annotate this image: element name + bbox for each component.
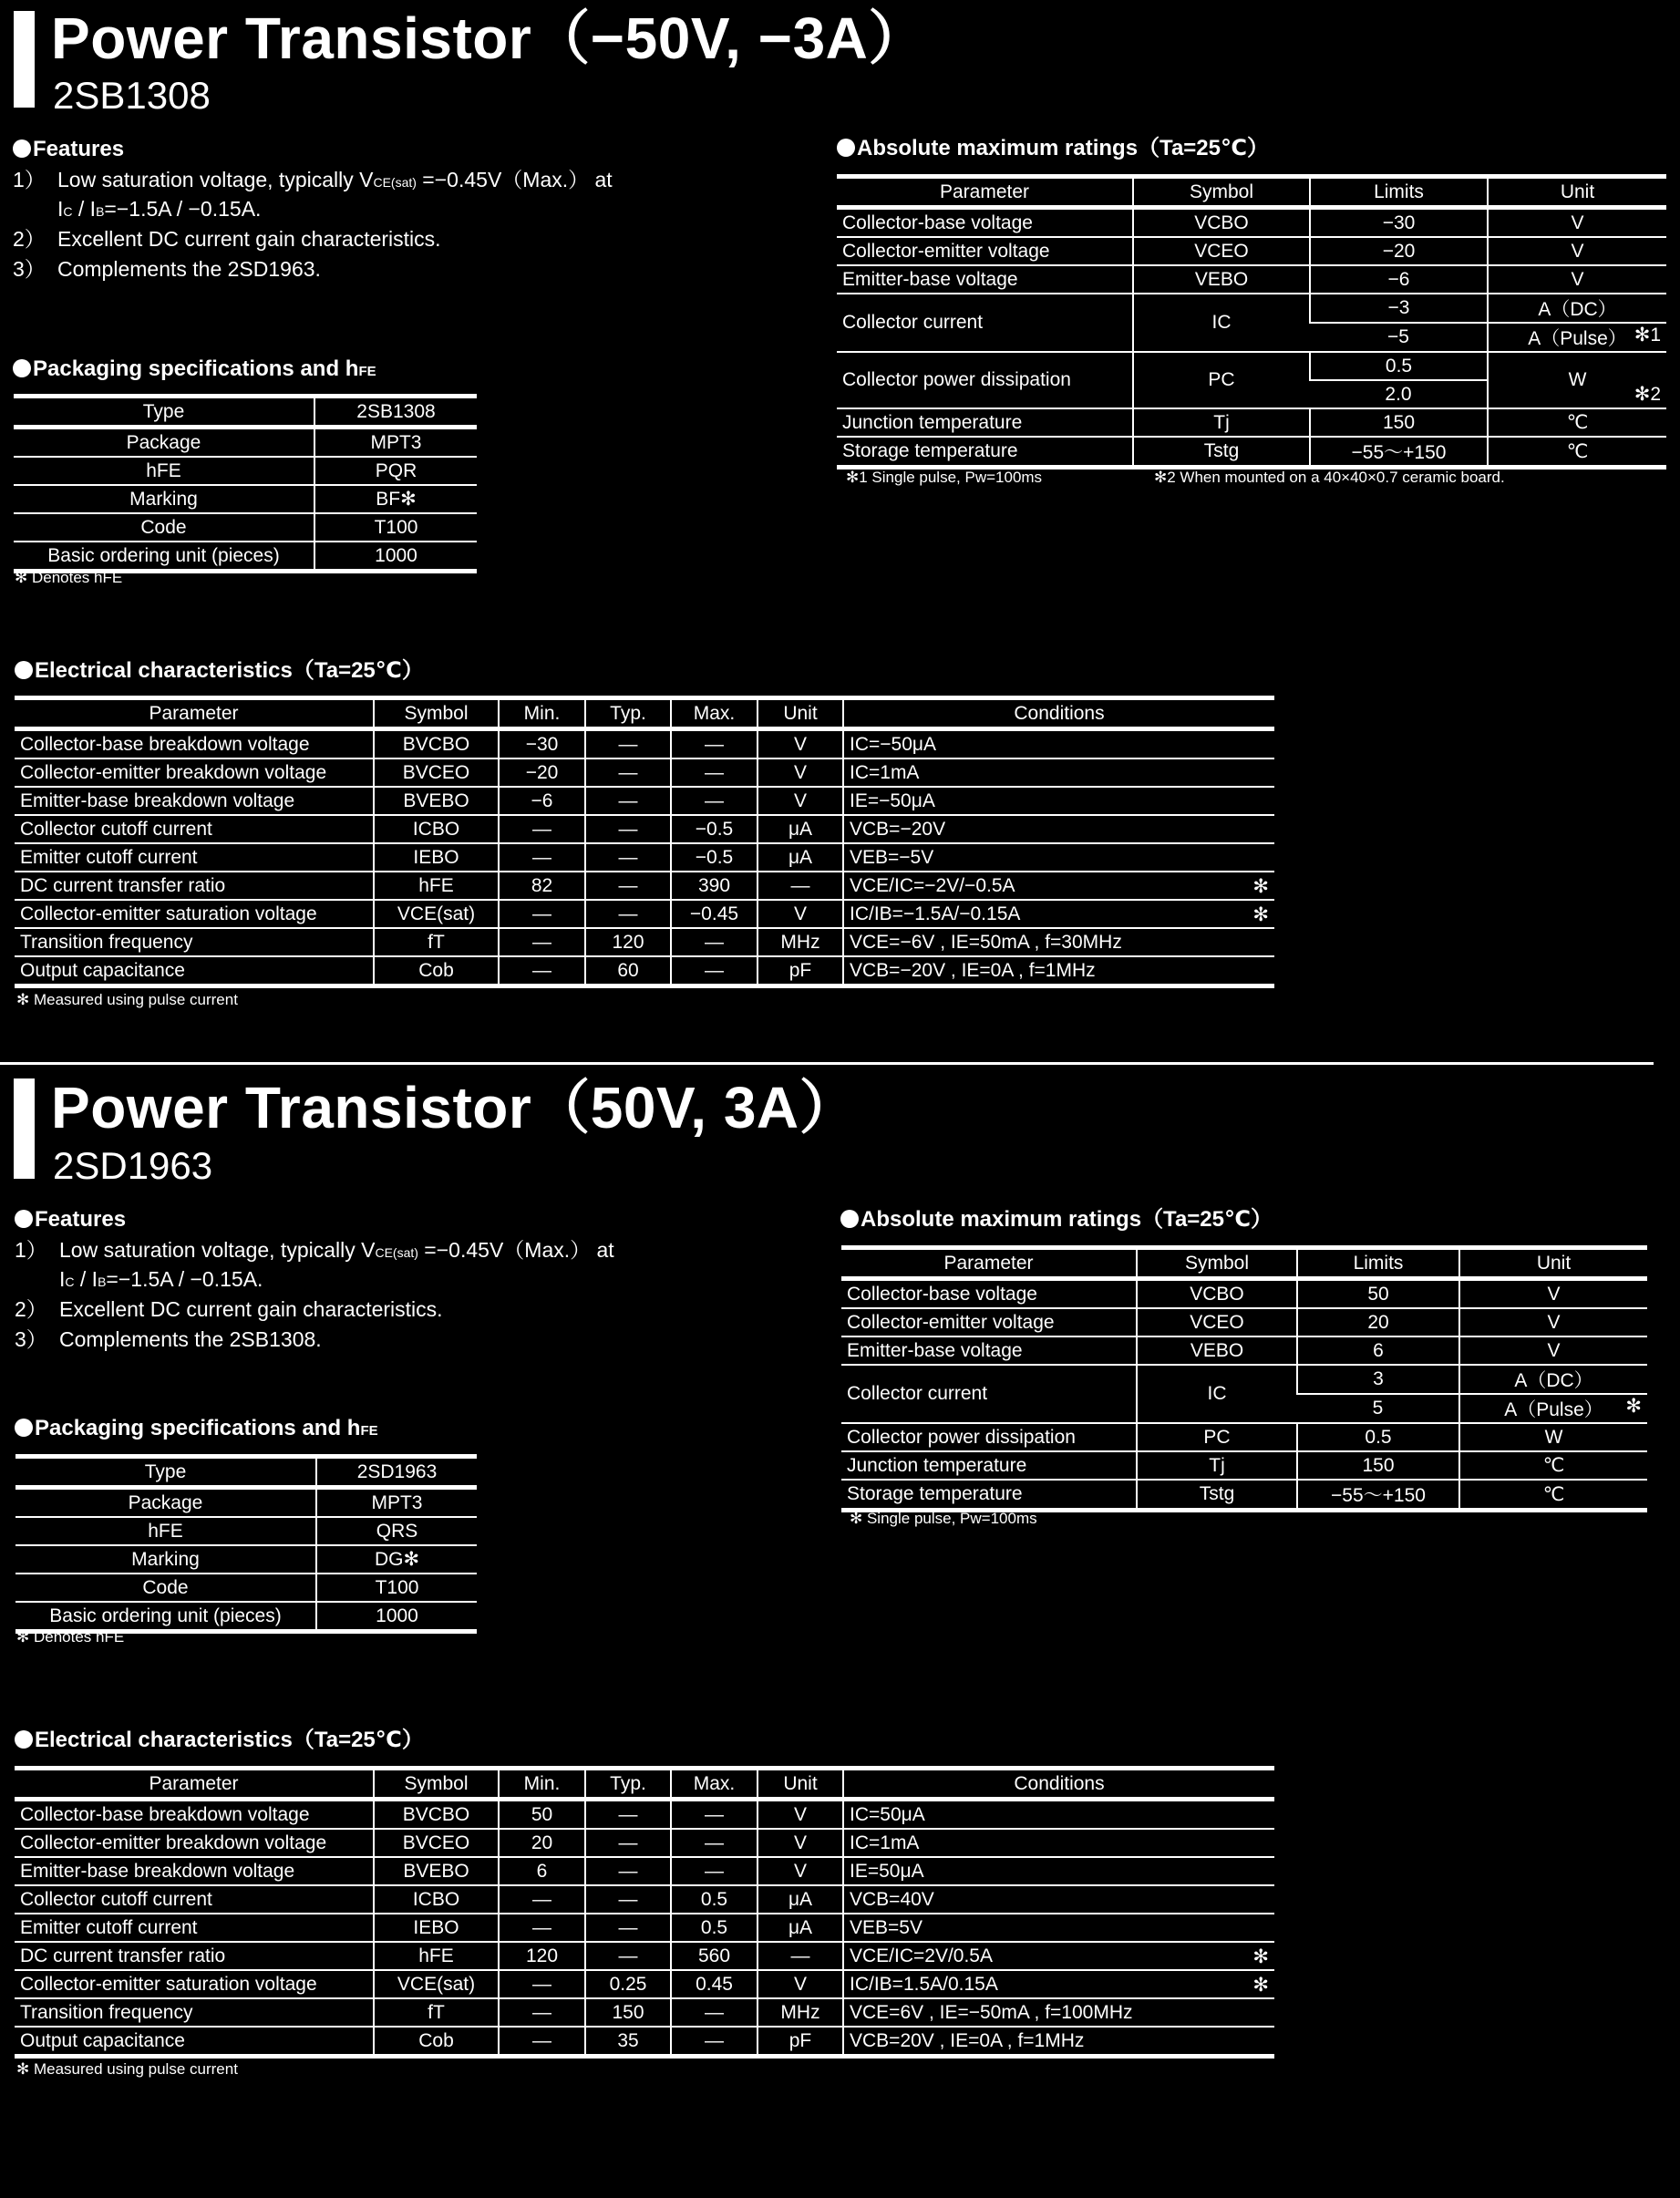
table-row: Output capacitance Cob — 60 — pF VCB=−20V , IE=0A , f=1MHz: [15, 956, 1274, 986]
page-title: Power Transistor（50V, 3A）: [51, 1075, 859, 1140]
table-row: Output capacitance Cob — 35 — pF VCB=20V , IE=0A , f=1MHz: [15, 2027, 1274, 2057]
table-row: DC current transfer ratio hFE 120 — 560 — VCE/IC=2V/0.5A ✻: [15, 1942, 1274, 1970]
table-row: Code T100: [15, 1574, 477, 1602]
packaging-table: [15, 1454, 477, 1634]
table-header-row: Parameter Symbol Min. Typ. Max. Unit Conditions: [15, 1769, 1274, 1800]
packaging-heading: Packaging specifications and hFE: [13, 356, 376, 385]
table-row: Transition frequency fT — 120 — MHz VCE=−6V , IE=50mA , f=30MHz: [15, 928, 1274, 956]
bullet-icon: [15, 1210, 33, 1228]
feature-item: IC / IB=−1.5A / −0.15A.: [59, 1267, 263, 1291]
title-bar-decoration: [14, 1078, 35, 1179]
abs-max-footnote-2: ✻2 When mounted on a 40×40×0.7 ceramic board.: [1154, 469, 1505, 486]
feature-item: 1） Low saturation voltage, typically VCE(sat) =−0.45V（Max.） at: [13, 168, 613, 191]
bullet-icon: [15, 1730, 33, 1749]
abs-max-footnote-1: ✻ Single pulse, Pw=100ms: [850, 1510, 1037, 1527]
table-row: Emitter-base breakdown voltage BVEBO 6 — — V IE=50μA: [15, 1857, 1274, 1885]
table-row: Collector-base voltage VCBO −30 V: [837, 208, 1666, 238]
table-header-row: Parameter Symbol Min. Typ. Max. Unit Conditions: [15, 698, 1274, 729]
electrical-table: [15, 696, 1274, 988]
page-title: Power Transistor（−50V, −3A）: [51, 5, 927, 71]
abs-max-table: [837, 174, 1666, 470]
table-row: 5 A（Pulse） ✻: [841, 1394, 1647, 1423]
table-row: Storage temperature Tstg −55～+150 ℃: [841, 1480, 1647, 1511]
electrical-table: [15, 1766, 1274, 2059]
table-row: DC current transfer ratio hFE 82 — 390 — VCE/IC=−2V/−0.5A ✻: [15, 872, 1274, 900]
feature-item: 2） Excellent DC current gain characteristics.: [15, 1297, 443, 1321]
table-row: Emitter cutoff current IEBO — — −0.5 μA VEB=−5V: [15, 843, 1274, 872]
table-row: Marking DG✻: [15, 1545, 477, 1574]
table-row: hFE QRS: [15, 1517, 477, 1545]
table-row: Collector-base breakdown voltage BVCBO −30 — — V IC=−50μA: [15, 729, 1274, 759]
bullet-icon: [840, 1210, 859, 1228]
table-row: Code T100: [14, 513, 477, 542]
table-row: 2.0: [837, 380, 1666, 408]
feature-item: 3） Complements the 2SB1308.: [15, 1327, 322, 1351]
table-row: Basic ordering unit (pieces) 1000: [15, 1602, 477, 1632]
table-row: Basic ordering unit (pieces) 1000: [14, 542, 477, 572]
features-heading: Features: [13, 137, 124, 162]
table-row: Collector-emitter breakdown voltage BVCEO 20 — — V IC=1mA: [15, 1829, 1274, 1857]
features-heading: Features: [15, 1207, 126, 1233]
table-row: Junction temperature Tj 150 ℃: [841, 1451, 1647, 1480]
electrical-note: ✻ Measured using pulse current: [16, 991, 238, 1008]
table-row: Emitter cutoff current IEBO — — 0.5 μA VEB=5V: [15, 1914, 1274, 1942]
table-header-row: Type 2SB1308: [14, 397, 477, 428]
section-divider: [0, 1062, 1654, 1065]
table-row: Junction temperature Tj 150 ℃: [837, 408, 1666, 437]
feature-item: 2） Excellent DC current gain characteristics.: [13, 227, 441, 251]
table-row: Collector-base voltage VCBO 50 V: [841, 1279, 1647, 1309]
packaging-heading: Packaging specifications and hFE: [15, 1416, 378, 1444]
electrical-note: ✻ Measured using pulse current: [16, 2060, 238, 2078]
feature-item: 3） Complements the 2SD1963.: [13, 257, 321, 281]
part-number: 2SB1308: [53, 74, 211, 117]
table-header-row: Parameter Symbol Limits Unit: [837, 177, 1666, 208]
table-header-row: Parameter Symbol Limits Unit: [841, 1248, 1647, 1279]
table-row: Collector current IC 3 A（DC）: [841, 1365, 1647, 1394]
table-row: Transition frequency fT — 150 — MHz VCE=6V , IE=−50mA , f=100MHz: [15, 1998, 1274, 2027]
table-row: Emitter-base voltage VEBO 6 V: [841, 1336, 1647, 1365]
table-row: Storage temperature Tstg −55～+150 ℃: [837, 437, 1666, 468]
table-row: Collector cutoff current ICBO — — 0.5 μA VCB=40V: [15, 1885, 1274, 1914]
bullet-icon: [15, 661, 33, 679]
abs-max-heading: Absolute maximum ratings（Ta=25℃）: [837, 136, 1269, 161]
footnote-marker: ✻1: [1634, 325, 1661, 346]
bullet-icon: [837, 139, 855, 157]
packaging-table: [14, 394, 477, 573]
feature-item: IC / IB=−1.5A / −0.15A.: [57, 197, 262, 221]
table-header-row: Type 2SD1963: [15, 1457, 477, 1488]
table-row: Marking BF✻: [14, 485, 477, 513]
table-row: Collector-base breakdown voltage BVCBO 50 — — V IC=50μA: [15, 1800, 1274, 1830]
table-row: Package MPT3: [15, 1488, 477, 1518]
table-row: Collector cutoff current ICBO — — −0.5 μA VCB=−20V: [15, 815, 1274, 843]
packaging-note: ✻ Denotes hFE: [16, 1628, 125, 1646]
abs-max-table: [841, 1245, 1647, 1512]
table-row: hFE PQR: [14, 457, 477, 485]
feature-item: 1） Low saturation voltage, typically VCE(sat) =−0.45V（Max.） at: [15, 1238, 614, 1262]
table-row: −5 A（Pulse） ✻1: [837, 323, 1666, 352]
bullet-icon: [13, 359, 31, 377]
table-row: Collector-emitter voltage VCEO 20 V: [841, 1308, 1647, 1336]
electrical-heading: Electrical characteristics（Ta=25℃）: [15, 1728, 424, 1753]
table-row: Collector power dissipation PC 0.5 W: [841, 1423, 1647, 1451]
abs-max-heading: Absolute maximum ratings（Ta=25℃）: [840, 1207, 1273, 1233]
table-row: Collector power dissipation PC 0.5 W ✻2: [837, 352, 1666, 380]
table-row: Emitter-base voltage VEBO −6 V: [837, 265, 1666, 294]
packaging-note: ✻ Denotes hFE: [15, 569, 123, 586]
footnote-marker: ✻: [1625, 1396, 1642, 1417]
title-bar-decoration: [14, 11, 35, 108]
part-number: 2SD1963: [53, 1144, 213, 1187]
abs-max-footnote-1: ✻1 Single pulse, Pw=100ms: [846, 469, 1043, 486]
electrical-heading: Electrical characteristics（Ta=25℃）: [15, 658, 424, 684]
footnote-marker: ✻2: [1634, 384, 1661, 405]
table-row: Emitter-base breakdown voltage BVEBO −6 — — V IE=−50μA: [15, 787, 1274, 815]
bullet-icon: [13, 139, 31, 158]
table-row: Collector-emitter saturation voltage VCE(sat) — — −0.45 V IC/IB=−1.5A/−0.15A ✻: [15, 900, 1274, 928]
table-row: Collector-emitter saturation voltage VCE(sat) — 0.25 0.45 V IC/IB=1.5A/0.15A ✻: [15, 1970, 1274, 1998]
bullet-icon: [15, 1419, 33, 1437]
table-row: Collector current IC −3 A（DC）: [837, 294, 1666, 323]
table-row: Package MPT3: [14, 428, 477, 458]
table-row: Collector-emitter voltage VCEO −20 V: [837, 237, 1666, 265]
table-row: Collector-emitter breakdown voltage BVCEO −20 — — V IC=1mA: [15, 758, 1274, 787]
